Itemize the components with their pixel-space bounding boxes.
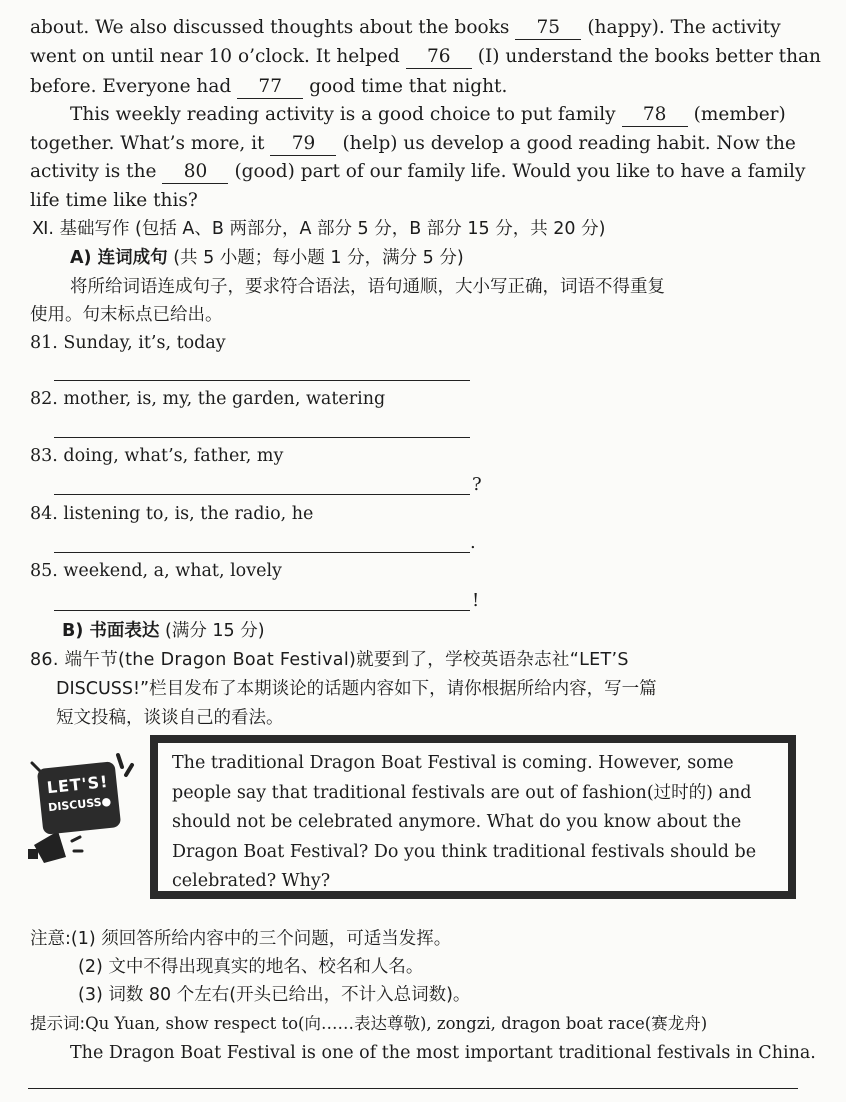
question-words: doing, what’s, father, my <box>63 446 284 466</box>
badge-subtitle: DISCUSS● <box>47 794 112 815</box>
passage-text: (good) part of our family life. Would you like to have a family <box>234 161 806 182</box>
question-words: listening to, is, the radio, he <box>63 504 314 524</box>
passage-text: activity is the <box>30 161 157 182</box>
hint-label: 提示词: <box>30 1014 86 1033</box>
question-83 <box>30 443 283 469</box>
writing-line[interactable] <box>28 1088 798 1089</box>
answer-line-83[interactable] <box>54 494 470 495</box>
blank-80: 80 <box>162 161 228 184</box>
question-number: 82. <box>30 389 58 409</box>
answer-line-85[interactable] <box>54 610 470 611</box>
note-3: (3) 词数 80 个左右(开头已给出，不计入总词数)。 <box>78 985 471 1005</box>
passage-text: together. What’s more, it <box>30 133 265 154</box>
question-words: mother, is, my, the garden, watering <box>63 389 386 409</box>
question-81 <box>30 330 226 356</box>
passage-text: good time that night. <box>309 76 508 97</box>
question-86-line-2: DISCUSS!”栏目发布了本期谈论的话题内容如下，请你根据所给内容，写一篇 <box>56 679 657 699</box>
question-number: 84. <box>30 504 58 524</box>
passage-text: (I) understand the books better than <box>477 46 821 67</box>
passage-text: (member) <box>693 104 786 125</box>
question-number: 85. <box>30 561 58 581</box>
topic-line: The traditional Dragon Boat Festival is coming. However, some <box>172 753 734 773</box>
passage-line-6 <box>30 158 805 186</box>
passage-line-7: life time like this? <box>30 190 198 211</box>
question-86-line-3: 短文投稿，谈谈自己的看法。 <box>56 708 284 728</box>
note-1: 注意:(1) 须回答所给内容中的三个问题，可适当发挥。 <box>30 929 452 949</box>
end-punct-83: ? <box>472 474 482 495</box>
passage-text: (help) us develop a good reading habit. Now the <box>342 133 796 154</box>
passage-text: (happy). The activity <box>587 17 781 38</box>
part-b-title: B) 书面表达 <box>62 621 160 641</box>
answer-line-81[interactable] <box>54 380 470 381</box>
question-86-line-1: 86. 端午节(the Dragon Boat Festival)就要到了，学校英语杂志社“LET’S <box>30 650 629 670</box>
note-2: (2) 文中不得出现真实的地名、校名和人名。 <box>78 957 424 977</box>
part-a-note: (共 5 小题；每小题 1 分，满分 5 分) <box>173 248 464 268</box>
part-a-title: A) 连词成句 <box>70 248 168 268</box>
question-82 <box>30 386 385 412</box>
topic-box-content <box>158 743 788 891</box>
passage-line-5 <box>30 130 796 158</box>
question-words: weekend, a, what, lovely <box>63 561 282 581</box>
topic-box <box>150 735 796 899</box>
topic-line: celebrated? Why? <box>172 871 331 891</box>
answer-line-82[interactable] <box>54 437 470 438</box>
passage-line-4 <box>70 101 786 129</box>
blank-77: 77 <box>237 76 303 99</box>
question-number: 83. <box>30 446 58 466</box>
blank-79: 79 <box>270 133 336 156</box>
topic-line: people say that traditional festivals are out of fashion(过时的) and <box>172 782 752 803</box>
part-b-heading <box>62 617 265 645</box>
passage-text: went on until near 10 o’clock. It helped <box>30 46 400 67</box>
topic-line: Dragon Boat Festival? Do you think traditional festivals should be <box>172 841 757 862</box>
topic-line: should not be celebrated anymore. What do you know about the <box>172 812 742 832</box>
passage-text: This weekly reading activity is a good choice to put family <box>70 104 616 125</box>
passage-line-1 <box>30 14 781 42</box>
lets-discuss-badge <box>37 761 121 835</box>
blank-78: 78 <box>622 104 688 127</box>
question-84 <box>30 501 313 527</box>
passage-text: before. Everyone had <box>30 76 232 97</box>
instruction-line-2: 使用。句末标点已给出。 <box>30 305 223 325</box>
answer-line-84[interactable] <box>54 552 470 553</box>
end-punct-85: ! <box>472 590 480 611</box>
section-heading: Ⅺ. 基础写作 (包括 A、B 两部分，A 部分 5 分，B 部分 15 分，共 20 分) <box>32 219 606 239</box>
passage-line-2 <box>30 43 821 71</box>
part-a-heading <box>70 244 464 272</box>
end-punct-84: . <box>470 532 476 553</box>
hint-text: Qu Yuan, show respect to(向……表达尊敬), zongzi, dragon boat race(赛龙舟) <box>85 1014 708 1033</box>
essay-opening: The Dragon Boat Festival is one of the most important traditional festivals in China. <box>70 1043 816 1063</box>
blank-75: 75 <box>515 17 581 40</box>
hint-words <box>30 1010 707 1038</box>
question-number: 81. <box>30 333 58 353</box>
blank-76: 76 <box>406 46 472 69</box>
question-85 <box>30 558 282 584</box>
passage-text: about. We also discussed thoughts about the books <box>30 17 510 38</box>
badge-title: LET'S! <box>45 771 110 798</box>
passage-line-3 <box>30 73 507 101</box>
part-b-note: (满分 15 分) <box>165 621 265 641</box>
question-words: Sunday, it’s, today <box>63 333 226 353</box>
instruction-line-1: 将所给词语连成句子，要求符合语法，语句通顺，大小写正确，词语不得重复 <box>70 277 665 297</box>
